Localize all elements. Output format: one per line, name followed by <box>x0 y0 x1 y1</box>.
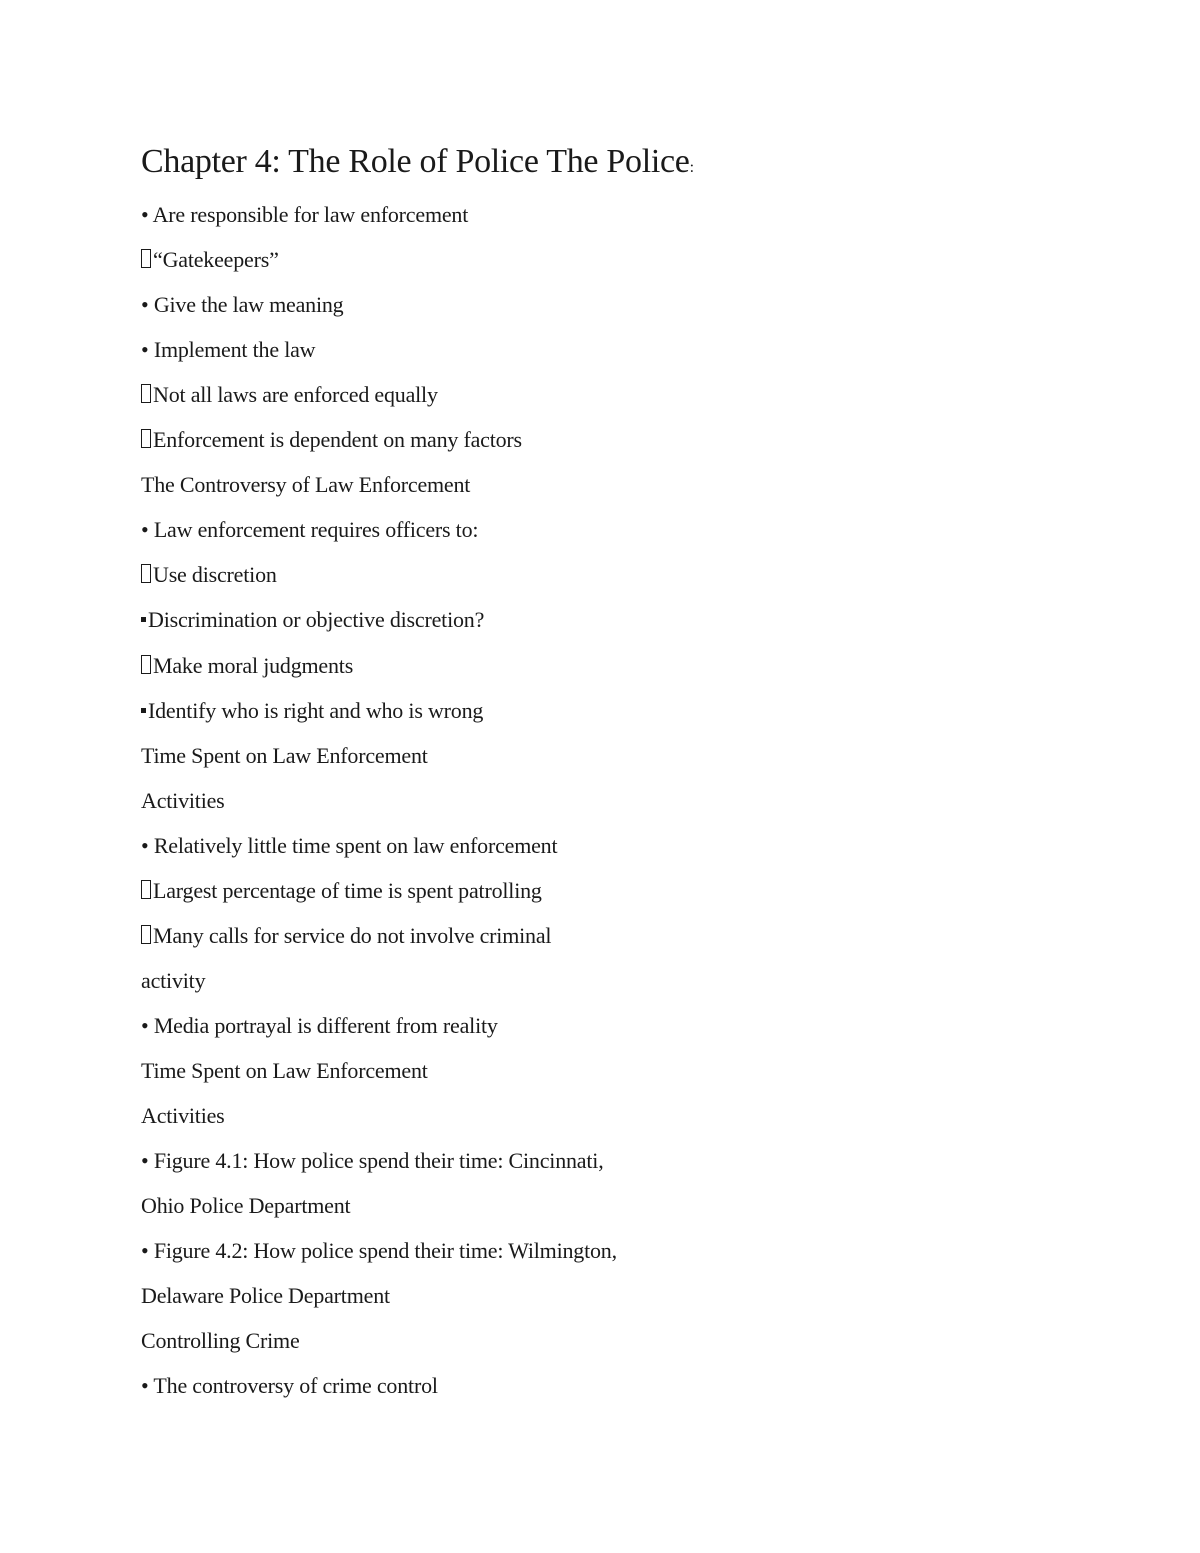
line-text: Identify who is right and who is wrong <box>148 698 484 723</box>
bullet-icon: • <box>141 517 154 542</box>
line-text: Discrimination or objective discretion? <box>148 607 485 632</box>
document-line <box>141 741 428 771</box>
document-line <box>141 200 468 230</box>
bullet-icon: • <box>141 1373 154 1398</box>
document-line <box>141 605 484 635</box>
line-text: Controlling Crime <box>141 1328 300 1353</box>
line-text: Use discretion <box>153 562 277 587</box>
line-text: Implement the law <box>153 337 316 362</box>
bullet-icon: • <box>141 292 154 317</box>
line-text: Not all laws are enforced equally <box>153 382 438 407</box>
document-line <box>141 1326 300 1356</box>
line-text: Ohio Police Department <box>141 1193 351 1218</box>
line-text: Largest percentage of time is spent patrolling <box>153 878 542 903</box>
document-line <box>141 696 483 726</box>
line-text: “Gatekeepers” <box>153 247 279 272</box>
line-text: The controversy of crime control <box>153 1373 438 1398</box>
document-line <box>141 1101 225 1131</box>
line-text: Figure 4.2: How police spend their time: Wilmington, <box>153 1238 617 1263</box>
document-line <box>141 786 225 816</box>
document-line <box>141 966 205 996</box>
line-text: activity <box>141 968 206 993</box>
line-text: Give the law meaning <box>153 292 344 317</box>
missing-glyph-box-icon <box>141 564 151 583</box>
document-line <box>141 380 438 410</box>
missing-glyph-box-icon <box>141 429 151 448</box>
line-text: Law enforcement requires officers to: <box>153 517 479 542</box>
line-text: Time Spent on Law Enforcement <box>141 1058 428 1083</box>
line-text: Media portrayal is different from reality <box>153 1013 498 1038</box>
line-text: Activities <box>141 1103 225 1128</box>
document-line <box>141 1191 350 1221</box>
document-line <box>141 515 478 545</box>
bullet-icon: • <box>141 1238 154 1263</box>
missing-glyph-box-icon <box>141 249 151 268</box>
document-line <box>141 290 343 320</box>
document-line <box>141 335 315 365</box>
line-text: Many calls for service do not involve criminal <box>153 923 552 948</box>
bullet-icon: • <box>141 337 154 362</box>
chapter-title-colon: : <box>689 159 694 176</box>
line-text: Enforcement is dependent on many factors <box>153 427 522 452</box>
bullet-icon: • <box>141 202 153 227</box>
line-text: Delaware Police Department <box>141 1283 390 1308</box>
document-line <box>141 1281 390 1311</box>
bullet-icon: • <box>141 1013 154 1038</box>
line-text: Figure 4.1: How police spend their time: Cincinnati, <box>153 1148 604 1173</box>
chapter-title-text: Chapter 4: The Role of Police The Police <box>141 143 690 180</box>
line-text: Activities <box>141 788 225 813</box>
document-line <box>141 831 557 861</box>
square-bullet-icon <box>141 708 146 713</box>
bullet-icon: • <box>141 1148 154 1173</box>
document-line <box>141 470 470 500</box>
document-line <box>141 1146 604 1176</box>
line-text: Make moral judgments <box>153 653 354 678</box>
missing-glyph-box-icon <box>141 880 151 899</box>
document-line <box>141 651 353 681</box>
square-bullet-icon <box>141 617 146 622</box>
document-line <box>141 560 277 590</box>
line-text: Time Spent on Law Enforcement <box>141 743 428 768</box>
document-line <box>141 425 522 455</box>
missing-glyph-box-icon <box>141 384 151 403</box>
line-text: Are responsible for law enforcement <box>152 202 469 227</box>
missing-glyph-box-icon <box>141 655 151 674</box>
chapter-title <box>141 140 694 190</box>
document-line <box>141 1056 428 1086</box>
line-text: Relatively little time spent on law enforcement <box>153 833 558 858</box>
document-line <box>141 1011 498 1041</box>
document-line <box>141 1371 438 1401</box>
document-line <box>141 876 542 906</box>
document-line <box>141 921 551 951</box>
document-line <box>141 1236 617 1266</box>
document-line <box>141 245 279 275</box>
line-text: The Controversy of Law Enforcement <box>141 472 471 497</box>
missing-glyph-box-icon <box>141 925 151 944</box>
bullet-icon: • <box>141 833 154 858</box>
